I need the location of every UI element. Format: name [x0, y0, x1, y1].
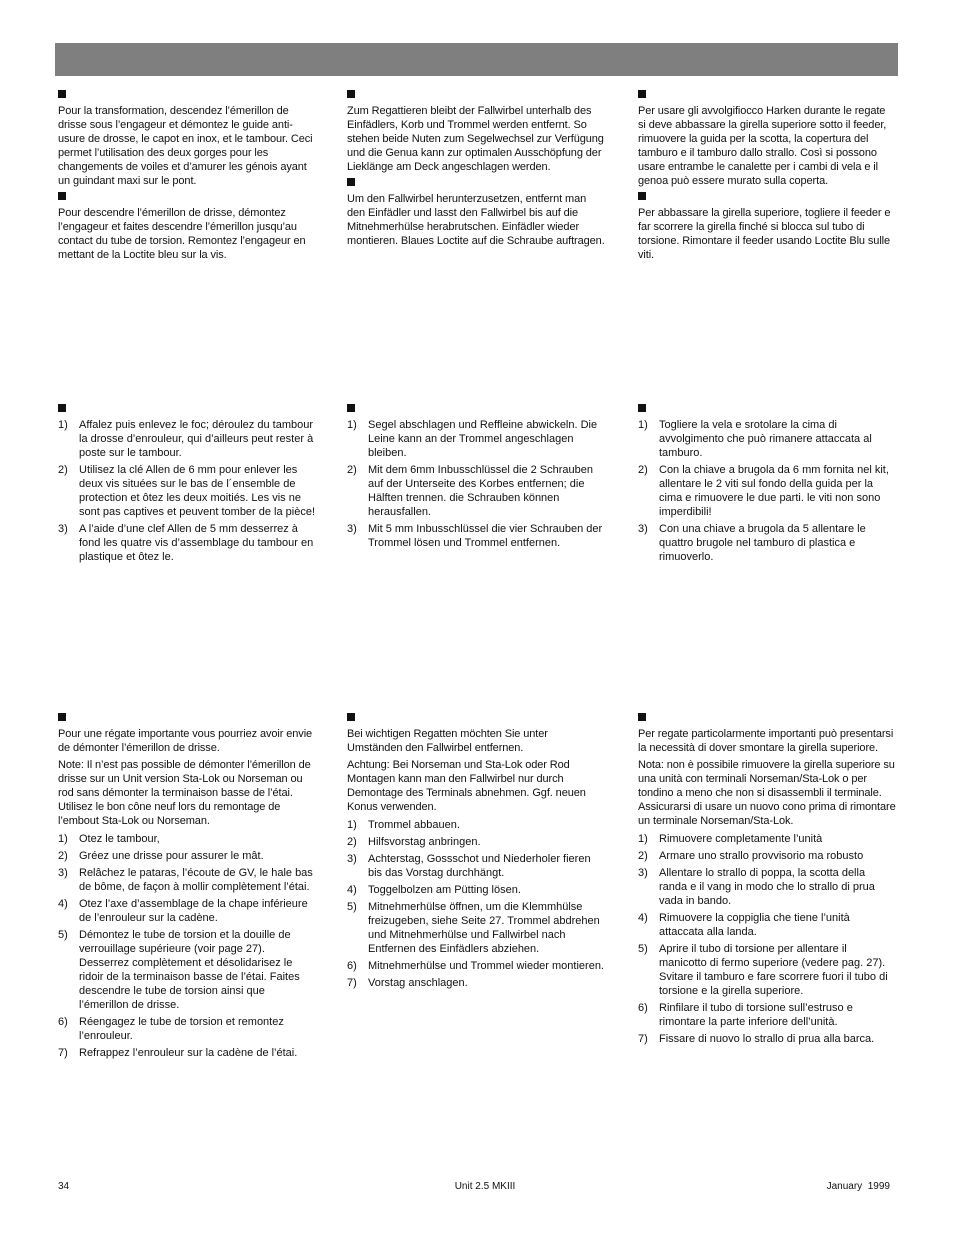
- bullet-square-icon: [638, 404, 646, 412]
- paragraph: Per usare gli avvolgifiocco Harken durante le regate si deve abbassare la girella superiore sotto il feeder, rimuovere la guida per la scotta, la copertura del tamburo e il tamburo dallo strallo. Così si possono usare entrambe le canalette per i cambi di vela e il genoa può essere murato sulla coperta.: [638, 105, 887, 187]
- list-item: 3) Achterstag, Gossschot und Niederholer fieren bis das Vorstag durchhängt.: [347, 853, 591, 879]
- step-list: [638, 832, 896, 1046]
- bullet-square-icon: [58, 192, 66, 200]
- bullet-square-icon: [347, 178, 355, 186]
- list-item: 2) Gréez une drisse pour assurer le mât.: [58, 850, 264, 862]
- list-item: 2) Utilisez la clé Allen de 6 mm pour enlever les deux vis situées sur le bas de l´ensemble de protection et ôtez les deux moitiés. Les vis ne sont pas captives et peuvent tomber de la pièce!: [58, 464, 316, 518]
- intro-text: Pour une régate importante vous pourriez avoir envie de démonter l’émerillon de drisse.: [58, 728, 313, 754]
- paragraph: Pour descendre l’émerillon de drisse, démontez l’engageur et faites descendre l’émerillon jusqu’au contact du tube de torsion. Remontez l’engageur en mettant de la Loctite bleu sur la vis.: [58, 207, 306, 261]
- section-bottom-it: [638, 713, 896, 1049]
- list-item: 6) Rinfilare il tubo di torsione sull’estruso e rimontare la parte inferiore dell’unità.: [638, 1002, 853, 1028]
- bullet-square-icon: [638, 90, 646, 98]
- list-item: 3) A l’aide d’une clef Allen de 5 mm desserrez à fond les quatre vis d’assemblage du tambour en plastique et ôtez le.: [58, 523, 314, 563]
- note-text: Nota: non è possibile rimuovere la girella superiore su una unità con terminali Norseman/Sta-Lok o per tondino a meno che non si disassembli il terminale. Assicurarsi di usare un nuovo cono prima di rimontare un terminale Norseman/Sta-Lok.: [638, 759, 896, 827]
- list-item: 2) Armare uno strallo provvisorio ma robusto: [638, 850, 864, 862]
- header-bar: [55, 43, 898, 76]
- section-top-fr: [58, 90, 316, 262]
- list-item: 5) Aprire il tubo di torsione per allentare il manicotto di fermo superiore (vedere pag. 27). Svitare il tamburo e fare scorrere fuori il tubo di torsione e la girella superiore.: [638, 943, 888, 997]
- bullet-square-icon: [347, 713, 355, 721]
- list-item: 2) Mit dem 6mm Inbusschlüssel die 2 Schrauben auf der Unterseite des Korbes entfernen; die Hälften trennen. die Schrauben können herausfallen.: [347, 464, 593, 518]
- section-top-de: [347, 90, 605, 248]
- step-list: [58, 832, 316, 1060]
- paragraph: Pour la transformation, descendez l’émerillon de drisse sous l’engageur et démontez le guide anti-usure de drosse, le capot en inox, et le tambour. Ceci permet l’utilisation des deux gorges pour les changements de voiles et d’amurer les génois ayant un guindant maxi sur le pont.: [58, 105, 313, 187]
- list-item: 2) Con la chiave a brugola da 6 mm fornita nel kit, allentare le 2 viti sul fondo della guida per la cima e rimuovere le due parti. le viti non sono imperdibili!: [638, 464, 889, 518]
- list-item: 2) Hilfsvorstag anbringen.: [347, 836, 481, 848]
- list-item: 4) Rimuovere la coppiglia che tiene l’unità attaccata alla landa.: [638, 912, 850, 938]
- paragraph: Um den Fallwirbel herunterzusetzen, entfernt man den Einfädler und lasst den Fallwirbel bis auf die Mitnehmerhülse herabrutschen. Einfädler wieder montieren. Blaues Loctite auf die Schraube auftragen.: [347, 193, 605, 247]
- list-item: 4) Toggelbolzen am Pütting lösen.: [347, 884, 521, 896]
- step-list: [638, 418, 896, 564]
- list-item: 7) Refrappez l’enrouleur sur la cadène de l’étai.: [58, 1047, 298, 1059]
- list-item: 6) Réengagez le tube de torsion et remontez l’enrouleur.: [58, 1016, 284, 1042]
- list-item: 7) Fissare di nuovo lo strallo di prua alla barca.: [638, 1033, 875, 1045]
- bullet-square-icon: [638, 192, 646, 200]
- list-item: 3) Allentare lo strallo di poppa, la scotta della randa e il vang in modo che lo strallo di prua vada in bando.: [638, 867, 875, 907]
- list-item: 1) Affalez puis enlevez le foc; déroulez du tambour la drosse d’enrouleur, qui d’ailleurs peut rester à poste sur le tambour.: [58, 419, 314, 459]
- list-item: 4) Otez l’axe d’assemblage de la chape inférieure de l’enrouleur sur la cadène.: [58, 898, 308, 924]
- list-item: 7) Vorstag anschlagen.: [347, 977, 468, 989]
- list-item: 5) Démontez le tube de torsion et la douille de verrouillage supérieure (voir page 27). Desserrez complètement et désolidarisez le ridoir de la terminaison basse de l’étai. Faites descendre le tube de torsion ainsi que l’émerillon de drisse.: [58, 929, 300, 1011]
- list-item: 3) Con una chiave a brugola da 5 allentare le quattro brugole nel tamburo di plastica e rimuoverlo.: [638, 523, 866, 563]
- list-item: 1) Rimuovere completamente l’unità: [638, 833, 823, 845]
- list-item: 1) Otez le tambour,: [58, 833, 160, 845]
- section-bottom-fr: [58, 713, 316, 1063]
- page-number: 34: [58, 1181, 70, 1192]
- bullet-square-icon: [638, 713, 646, 721]
- section-bottom-de: [347, 713, 605, 993]
- section-mid-de: [347, 404, 605, 553]
- bullet-square-icon: [58, 90, 66, 98]
- step-list: [347, 818, 605, 990]
- list-item: 1) Trommel abbauen.: [347, 819, 460, 831]
- section-mid-fr: [58, 404, 316, 567]
- list-item: 3) Mit 5 mm Inbusschlüssel die vier Schrauben der Trommel lösen und Trommel entfernen.: [347, 523, 603, 549]
- list-item: 5) Mitnehmerhülse öffnen, um die Klemmhülse freizugeben, siehe Seite 27. Trommel abdrehen und Mitnehmerhülse und Fallwirbel nach Entfernen des Einfädlers abziehen.: [347, 901, 600, 955]
- intro-text: Bei wichtigen Regatten möchten Sie unter Umständen den Fallwirbel entfernen.: [347, 728, 548, 754]
- list-item: 1) Togliere la vela e srotolare la cima di avvolgimento che può rimanere attaccata al tamburo.: [638, 419, 872, 459]
- note-text: Note: Il n’est pas possible de démonter l’émerillon de drisse sur un Unit version Sta-Lok ou Norseman ou rod sans démonter la terminaison basse de l’étai. Utilisez le bon cône neuf lors du remontage de l’embout Sta-Lok ou Norseman.: [58, 759, 311, 827]
- intro-text: Per regate particolarmente importanti può presentarsi la necessità di dover smontare la girella superiore.: [638, 728, 894, 754]
- bullet-square-icon: [58, 404, 66, 412]
- bullet-square-icon: [58, 713, 66, 721]
- list-item: 3) Relâchez le pataras, l’écoute de GV, le hale bas de bôme, de façon à mollir complètement l’étai.: [58, 867, 313, 893]
- step-list: [347, 418, 605, 550]
- footer-title: Unit 2.5 MKIII: [454, 1181, 516, 1192]
- step-list: [58, 418, 316, 564]
- paragraph: Zum Regattieren bleibt der Fallwirbel unterhalb des Einfädlers, Korb und Trommel werden entfernt. So stehen beide Nuten zum Segelwechsel zur Verfügung und die Genua kann zur optimalen Ausschöpfung der Lieklänge am Deck angeschlagen werden.: [347, 105, 604, 173]
- bullet-square-icon: [347, 404, 355, 412]
- note-text: Achtung: Bei Norseman und Sta-Lok oder Rod Montagen kann man den Fallwirbel nur durch Demontage des Terminals abnehmen. Ggf. neuen Konus verwenden.: [347, 759, 586, 813]
- list-item: 1) Segel abschlagen und Reffleine abwickeln. Die Leine kann an der Trommel angeschlagen bleiben.: [347, 419, 598, 459]
- section-mid-it: [638, 404, 896, 567]
- section-top-it: [638, 90, 896, 262]
- bullet-square-icon: [347, 90, 355, 98]
- list-item: 6) Mitnehmerhülse und Trommel wieder montieren.: [347, 960, 604, 972]
- paragraph: Per abbassare la girella superiore, togliere il feeder e far scorrere la girella finché si blocca sul tubo di torsione. Rimontare il feeder usando Loctite Blu sulle viti.: [638, 207, 891, 261]
- footer-date: January 1999: [826, 1181, 890, 1192]
